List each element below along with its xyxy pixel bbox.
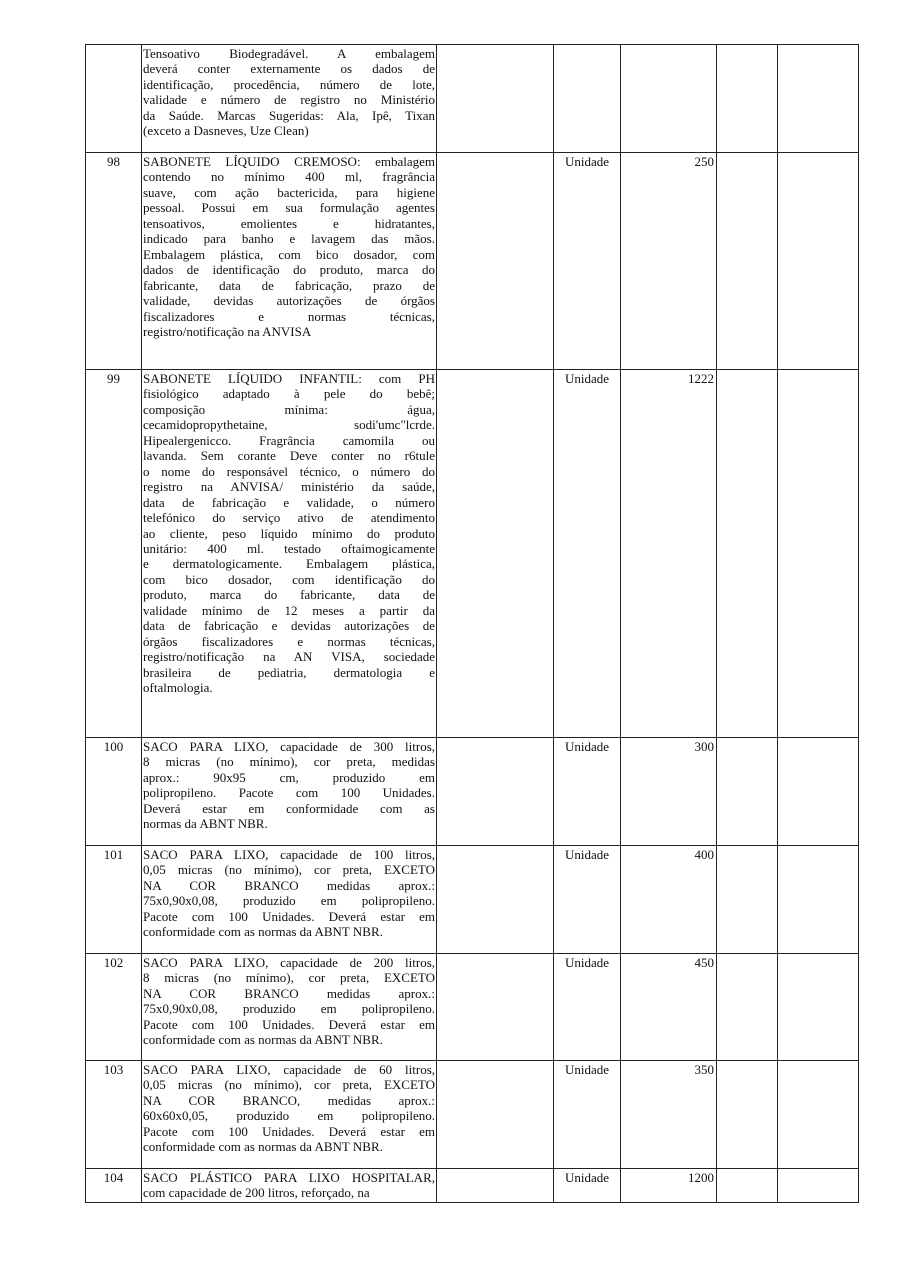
description-line: deverá conter externamente os dados de bbox=[143, 61, 435, 77]
item-description bbox=[142, 954, 437, 1061]
description-line: NA COR BRANCO, medidas aprox.: bbox=[143, 1092, 435, 1108]
description-line: 75x0,90x0,08, produzido em polipropileno. bbox=[143, 893, 435, 909]
description-line: data de fabricação e validade, o número bbox=[143, 494, 435, 510]
unit-price-cell bbox=[717, 1169, 778, 1203]
description-line: Tensoativo Biodegradável. A embalagem bbox=[143, 46, 435, 61]
description-line: SACO PLÁSTICO PARA LIXO HOSPITALAR, bbox=[143, 1170, 435, 1185]
description-line: contendo no mínimo 400 ml, fragrância bbox=[143, 169, 435, 185]
description-line: suave, com ação bactericida, para higiene bbox=[143, 184, 435, 200]
item-description bbox=[142, 846, 437, 954]
empty-cell bbox=[437, 846, 554, 954]
description-line: lavanda. Sem corante Deve conter no r6tule bbox=[143, 448, 435, 464]
table-row bbox=[86, 738, 859, 846]
table-row bbox=[86, 45, 859, 153]
description-line: aprox.: 90x95 cm, produzido em bbox=[143, 769, 435, 785]
table-row bbox=[86, 954, 859, 1061]
item-unit: Unidade bbox=[554, 1061, 621, 1169]
item-number bbox=[86, 45, 142, 153]
unit-price-cell bbox=[717, 153, 778, 370]
description-line: 8 micras (no mínimo), cor preta, medidas bbox=[143, 754, 435, 770]
description-line: NA COR BRANCO medidas aprox.: bbox=[143, 985, 435, 1001]
total-price-cell bbox=[778, 45, 859, 153]
description-line: conformidade com as normas da ABNT NBR. bbox=[143, 1032, 383, 1048]
description-line: Pacote com 100 Unidades. Deverá estar em bbox=[143, 1016, 435, 1032]
description-line: 60x60x0,05, produzido em polipropileno. bbox=[143, 1108, 435, 1124]
item-number: 98 bbox=[86, 153, 142, 370]
description-line: indicado para banho e lavagem das mãos. bbox=[143, 231, 435, 247]
total-price-cell bbox=[778, 954, 859, 1061]
total-price-cell bbox=[778, 1061, 859, 1169]
description-line: cecamidopropythetaine, sodi'umc"lcrde. bbox=[143, 417, 435, 433]
item-number: 103 bbox=[86, 1061, 142, 1169]
description-line: da Saúde. Marcas Sugeridas: Ala, Ipê, Tixan bbox=[143, 107, 435, 123]
description-line: SACO PARA LIXO, capacidade de 200 litros, bbox=[143, 955, 435, 970]
item-description bbox=[142, 1061, 437, 1169]
description-line: SACO PARA LIXO, capacidade de 100 litros, bbox=[143, 847, 435, 862]
description-line: composição mínima: água, bbox=[143, 401, 435, 417]
description-line: SACO PARA LIXO, capacidade de 300 litros, bbox=[143, 739, 435, 754]
description-line: Deverá estar em conformidade com as bbox=[143, 800, 435, 816]
description-line: 0,05 micras (no mínimo), cor preta, EXCETO bbox=[143, 1077, 435, 1093]
description-line: 75x0,90x0,08, produzido em polipropileno. bbox=[143, 1001, 435, 1017]
unit-price-cell bbox=[717, 846, 778, 954]
description-line: dados de identificação do produto, marca do bbox=[143, 262, 435, 278]
description-line: fiscalizadores e normas técnicas, bbox=[143, 308, 435, 324]
total-price-cell bbox=[778, 738, 859, 846]
description-line: conformidade com as normas da ABNT NBR. bbox=[143, 1139, 383, 1155]
item-description bbox=[142, 370, 437, 738]
empty-cell bbox=[437, 370, 554, 738]
empty-cell bbox=[437, 153, 554, 370]
description-line: brasileira de pediatria, dermatologia e bbox=[143, 664, 435, 680]
description-line: NA COR BRANCO medidas aprox.: bbox=[143, 877, 435, 893]
item-number: 99 bbox=[86, 370, 142, 738]
description-line: oftalmologia. bbox=[143, 680, 213, 696]
item-description bbox=[142, 1169, 437, 1203]
description-line: Hipealergenicco. Fragrância camomila ou bbox=[143, 432, 435, 448]
item-quantity: 300 bbox=[621, 738, 717, 846]
item-number: 102 bbox=[86, 954, 142, 1061]
items-table bbox=[85, 44, 859, 1203]
description-line: 0,05 micras (no mínimo), cor preta, EXCETO bbox=[143, 862, 435, 878]
description-line: SABONETE LÍQUIDO CREMOSO: embalagem bbox=[143, 154, 435, 169]
unit-price-cell bbox=[717, 738, 778, 846]
item-description bbox=[142, 738, 437, 846]
item-unit: Unidade bbox=[554, 846, 621, 954]
item-number: 101 bbox=[86, 846, 142, 954]
description-line: órgãos fiscalizadores e normas técnicas, bbox=[143, 633, 435, 649]
description-line: fabricante, data de fabricação, prazo de bbox=[143, 277, 435, 293]
description-line: pessoal. Possui em sua formulação agentes bbox=[143, 200, 435, 216]
item-number: 104 bbox=[86, 1169, 142, 1203]
total-price-cell bbox=[778, 846, 859, 954]
item-unit: Unidade bbox=[554, 370, 621, 738]
item-unit: Unidade bbox=[554, 954, 621, 1061]
item-number: 100 bbox=[86, 738, 142, 846]
description-line: tensoativos, emolientes e hidratantes, bbox=[143, 215, 435, 231]
item-unit: Unidade bbox=[554, 738, 621, 846]
description-line: validade, devidas autorizações de órgãos bbox=[143, 293, 435, 309]
description-line: ao cliente, peso líquido mínimo do produto bbox=[143, 525, 435, 541]
description-line: validade e número de registro no Ministério bbox=[143, 92, 435, 108]
table-row bbox=[86, 153, 859, 370]
table-row bbox=[86, 846, 859, 954]
description-line: validade mínimo de 12 meses a partir da bbox=[143, 602, 435, 618]
items-table-body bbox=[86, 45, 859, 1203]
unit-price-cell bbox=[717, 45, 778, 153]
item-quantity: 1222 bbox=[621, 370, 717, 738]
total-price-cell bbox=[778, 153, 859, 370]
description-line: (exceto a Dasneves, Uze Clean) bbox=[143, 123, 309, 139]
description-line: produto, marca do fabricante, data de bbox=[143, 587, 435, 603]
item-quantity: 400 bbox=[621, 846, 717, 954]
item-quantity: 1200 bbox=[621, 1169, 717, 1203]
empty-cell bbox=[437, 1169, 554, 1203]
description-line: 8 micras (no mínimo), cor preta, EXCETO bbox=[143, 970, 435, 986]
description-line: com capacidade de 200 litros, reforçado, na bbox=[143, 1185, 370, 1201]
item-quantity: 350 bbox=[621, 1061, 717, 1169]
empty-cell bbox=[437, 45, 554, 153]
item-quantity: 450 bbox=[621, 954, 717, 1061]
description-line: SABONETE LÍQUIDO INFANTIL: com PH bbox=[143, 371, 435, 386]
description-line: fisiológico adaptado à pele do bebê; bbox=[143, 386, 435, 402]
description-line: registro/notificação na ANVISA bbox=[143, 323, 312, 339]
empty-cell bbox=[437, 738, 554, 846]
item-unit: Unidade bbox=[554, 1169, 621, 1203]
item-unit: Unidade bbox=[554, 153, 621, 370]
description-line: conformidade com as normas da ABNT NBR. bbox=[143, 924, 383, 940]
unit-price-cell bbox=[717, 370, 778, 738]
total-price-cell bbox=[778, 370, 859, 738]
item-description bbox=[142, 45, 437, 153]
table-row bbox=[86, 1169, 859, 1203]
item-quantity bbox=[621, 45, 717, 153]
unit-price-cell bbox=[717, 954, 778, 1061]
unit-price-cell bbox=[717, 1061, 778, 1169]
description-line: Pacote com 100 Unidades. Deverá estar em bbox=[143, 1123, 435, 1139]
description-line: com bico dosador, com identificação do bbox=[143, 571, 435, 587]
description-line: identificação, procedência, número de lote, bbox=[143, 76, 435, 92]
table-row bbox=[86, 1061, 859, 1169]
description-line: unitário: 400 ml. testado oftaimogicamente bbox=[143, 540, 435, 556]
description-line: data de fabricação e devidas autorizações de bbox=[143, 618, 435, 634]
description-line: polipropileno. Pacote com 100 Unidades. bbox=[143, 785, 435, 801]
description-line: registro na ANVISA/ ministério da saúde, bbox=[143, 479, 435, 495]
description-line: SACO PARA LIXO, capacidade de 60 litros, bbox=[143, 1062, 435, 1077]
description-line: Pacote com 100 Unidades. Deverá estar em bbox=[143, 908, 435, 924]
description-line: normas da ABNT NBR. bbox=[143, 816, 268, 832]
description-line: e dermatologicamente. Embalagem plástica, bbox=[143, 556, 435, 572]
description-line: Embalagem plástica, com bico dosador, com bbox=[143, 246, 435, 262]
description-line: o nome do responsável técnico, o número do bbox=[143, 463, 435, 479]
item-quantity: 250 bbox=[621, 153, 717, 370]
total-price-cell bbox=[778, 1169, 859, 1203]
description-line: telefónico do serviço ativo de atendimento bbox=[143, 510, 435, 526]
empty-cell bbox=[437, 1061, 554, 1169]
item-description bbox=[142, 153, 437, 370]
description-line: registro/notificação na AN VISA, sociedade bbox=[143, 649, 435, 665]
table-row bbox=[86, 370, 859, 738]
empty-cell bbox=[437, 954, 554, 1061]
item-unit bbox=[554, 45, 621, 153]
